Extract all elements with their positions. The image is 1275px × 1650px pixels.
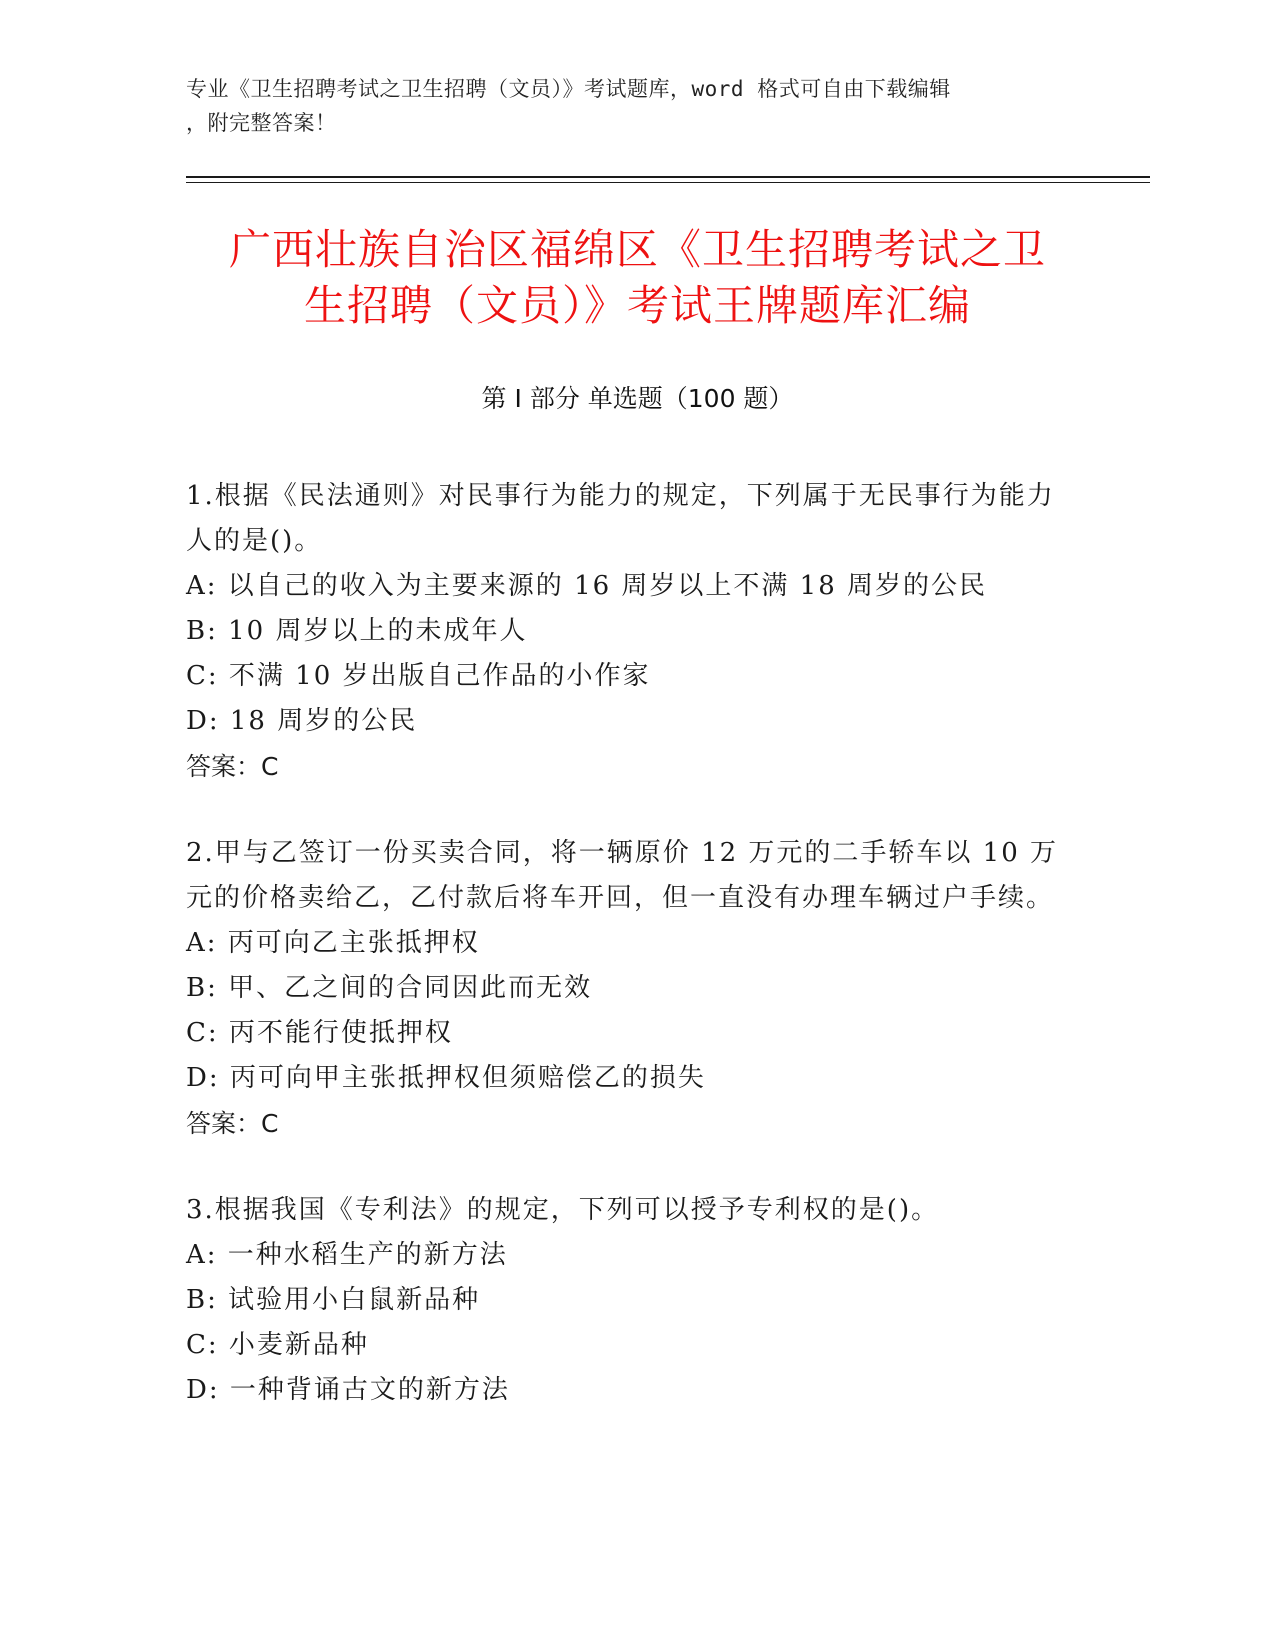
question-list — [186, 474, 1066, 1455]
header-divider-thick — [186, 176, 1150, 178]
question-item — [186, 1188, 1066, 1413]
question-option-b: B: 10 周岁以上的未成年人 — [186, 616, 528, 646]
question-option-a: A: 一种水稻生产的新方法 — [186, 1240, 508, 1270]
question-answer: 答案：C — [186, 752, 279, 781]
question-stem: 3.根据我国《专利法》的规定，下列可以授予专利权的是()。 — [186, 1195, 940, 1225]
document-title-line-1: 广西壮族自治区福绵区《卫生招聘考试之卫 — [228, 225, 1046, 274]
question-option-b: B: 试验用小白鼠新品种 — [186, 1285, 481, 1315]
header-divider-thin — [186, 182, 1150, 183]
question-option-d: D: 一种背诵古文的新方法 — [186, 1375, 510, 1405]
question-answer: 答案：C — [186, 1109, 279, 1138]
question-stem: 1.根据《民法通则》对民事行为能力的规定，下列属于无民事行为能力人的是()。 — [186, 481, 1055, 556]
header-note — [186, 72, 1066, 140]
question-option-c: C: 丙不能行使抵押权 — [186, 1018, 453, 1048]
header-note-line-2: ，附完整答案！ — [186, 111, 337, 135]
question-option-a: A: 以自己的收入为主要来源的 16 周岁以上不满 18 周岁的公民 — [186, 571, 988, 601]
header-note-line-1: 专业《卫生招聘考试之卫生招聘（文员）》考试题库，word 格式可自由下载编辑 — [186, 77, 951, 101]
question-item — [186, 474, 1066, 789]
question-option-c: C: 小麦新品种 — [186, 1330, 369, 1360]
question-option-d: D: 18 周岁的公民 — [186, 706, 418, 736]
section-heading: 第 I 部分 单选题（100 题） — [481, 384, 794, 413]
question-option-b: B: 甲、乙之间的合同因此而无效 — [186, 973, 593, 1003]
question-option-c: C: 不满 10 岁出版自己作品的小作家 — [186, 661, 651, 691]
question-option-d: D: 丙可向甲主张抵押权但须赔偿乙的损失 — [186, 1063, 706, 1093]
question-option-a: A: 丙可向乙主张抵押权 — [186, 928, 480, 958]
question-item — [186, 831, 1066, 1146]
document-title-line-2: 生招聘（文员）》考试王牌题库汇编 — [303, 281, 971, 330]
document-title — [130, 222, 1145, 334]
question-stem: 2.甲与乙签订一份买卖合同，将一辆原价 12 万元的二手轿车以 10 万元的价格卖给乙，乙付款后将车开回，但一直没有办理车辆过户手续。 — [186, 838, 1059, 913]
